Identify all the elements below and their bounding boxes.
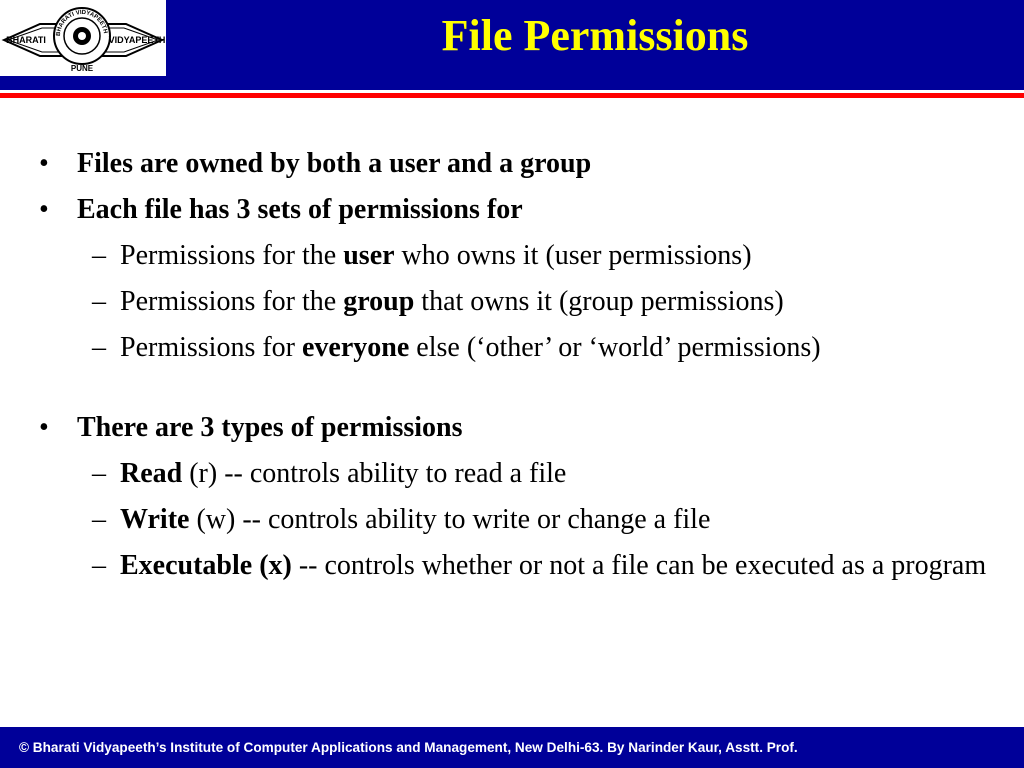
sub-bullet-marker: – [92, 240, 106, 271]
sub-bullet-marker: – [92, 332, 106, 363]
sub-bullet-post: that owns it (group permissions) [414, 286, 784, 317]
sub-bullet-pre: Permissions for the [120, 240, 344, 271]
spacer [0, 376, 1024, 410]
sub-bullet-post: (r) -- controls ability to read a file [182, 458, 567, 489]
sub-bullet-keyword: everyone [302, 332, 410, 363]
sub-bullet-executable [0, 548, 1024, 584]
sub-bullet-post: else (‘other’ or ‘world’ permissions) [409, 332, 821, 363]
logo-bottom-text: PUNE [70, 64, 94, 73]
sub-bullet-marker: – [92, 286, 106, 317]
bullet-marker: • [39, 148, 49, 179]
slide-title: File Permissions [441, 11, 749, 60]
bullet-marker: • [39, 412, 49, 443]
slide-body [0, 146, 1024, 594]
sub-bullet-pre: Permissions for [120, 332, 302, 363]
sub-bullet-everyone [0, 330, 1024, 366]
sub-bullet-pre: Permissions for the [120, 286, 344, 317]
header-divider [0, 93, 1024, 98]
sub-bullet-post: -- controls whether or not a file can be executed as a program [291, 550, 987, 581]
slide-footer [0, 727, 1024, 768]
sub-bullet-read [0, 456, 1024, 492]
sub-bullet-keyword: group [343, 286, 415, 317]
sub-bullet-keyword: Read [120, 458, 183, 489]
sub-bullet-write [0, 502, 1024, 538]
bullet-permission-sets [0, 192, 1024, 228]
sub-bullet-group [0, 284, 1024, 320]
bullet-text: Files are owned by both a user and a group [77, 148, 592, 179]
sub-bullet-marker: – [92, 458, 106, 489]
sub-bullet-post: (w) -- controls ability to write or change a file [189, 504, 711, 535]
logo-emblem-icon [0, 0, 166, 76]
bullet-marker: • [39, 194, 49, 225]
sub-bullet-marker: – [92, 504, 106, 535]
logo-left-text: BHARATI [6, 35, 46, 45]
logo-right-text: VIDYAPEETH [108, 35, 166, 45]
sub-bullet-marker: – [92, 550, 106, 581]
sub-bullet-keyword: Write [120, 504, 190, 535]
slide-header [0, 0, 1024, 90]
footer-copyright: © Bharati Vidyapeeth’s Institute of Computer Applications and Management, New Delhi-63. By Narinder Kaur, Asstt. Prof. [19, 740, 798, 755]
bharati-vidyapeeth-logo [0, 0, 166, 76]
bullet-text: There are 3 types of permissions [77, 412, 463, 443]
logo-ring-text: BHARATI VIDYAPEETH [55, 9, 108, 37]
bullet-permission-types [0, 410, 1024, 446]
bullet-owners [0, 146, 1024, 182]
sub-bullet-post: who owns it (user permissions) [394, 240, 752, 271]
sub-bullet-user [0, 238, 1024, 274]
sub-bullet-keyword: Executable (x) [120, 550, 292, 581]
sub-bullet-keyword: user [343, 240, 395, 271]
bullet-text: Each file has 3 sets of permissions for [77, 194, 523, 225]
